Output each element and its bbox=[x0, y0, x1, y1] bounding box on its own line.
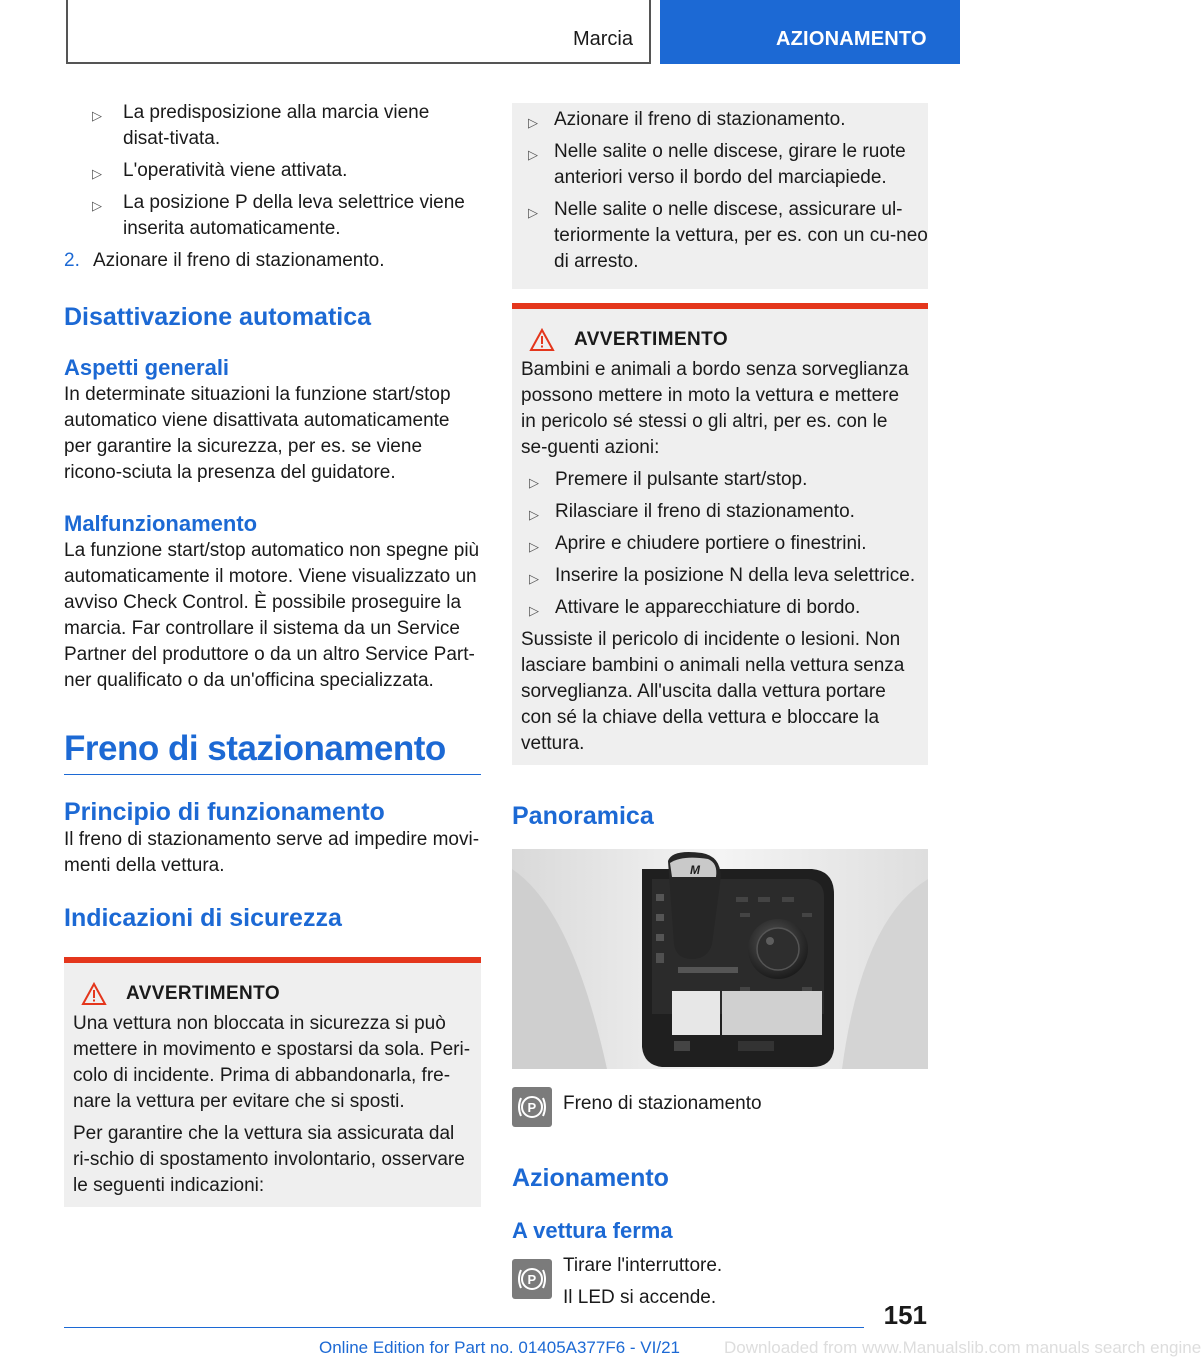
icon-caption-row bbox=[512, 1087, 928, 1127]
heading-principio: Principio di funzionamento bbox=[64, 798, 385, 826]
heading-azionamento: Azionamento bbox=[512, 1164, 669, 1192]
header-chapter-tab bbox=[660, 0, 960, 64]
footer-rule bbox=[64, 1327, 864, 1328]
header-chapter-label: AZIONAMENTO bbox=[776, 28, 927, 50]
step-text: Azionare il freno di stazionamento. bbox=[93, 250, 385, 271]
warning-text-1: Bambini e animali a bordo senza sorveglianza possono mettere in moto la vettura e mettere in pericolo sé stessi o gli altri, per es. con le se-guenti azioni: bbox=[521, 359, 909, 458]
warning-box-1 bbox=[64, 957, 481, 1207]
paragraph-malfunzionamento: La funzione start/stop automatico non spegne più automaticamente il motore. Viene visualizzato un avviso Check Control. È possibile proseguire la marcia. Far controllare il sistema da un Service Partner del produttore o da un altro Service Part-ner qualificato o da un'officina specializzata. bbox=[64, 540, 480, 691]
header-section-label: Marcia bbox=[572, 28, 633, 50]
triangle-bullet-icon: ▷ bbox=[92, 198, 102, 213]
list-item: ▷ Premere il pulsante start/stop. bbox=[521, 467, 919, 493]
triangle-bullet-icon: ▷ bbox=[92, 166, 102, 181]
warning-text-2: Sussiste il pericolo di incidente o lesioni. Non lasciare bambini o animali nella vettura senza sorveglianza. All'uscita dalla vettura portare con sé la chiave della vettura e bloccare la vettura. bbox=[521, 629, 905, 754]
list-item: ▷ Aprire e chiudere portiere o finestrini. bbox=[521, 531, 919, 557]
paragraph-aspetti: In determinate situazioni la funzione start/stop automatico viene disattivata automaticamente per garantire la sicurezza, per es. se viene ricono-sciuta la presenza del guidatore. bbox=[64, 384, 451, 483]
triangle-bullet-icon: ▷ bbox=[529, 475, 539, 490]
center-console-illustration bbox=[512, 849, 928, 1069]
warning-title: AVVERTIMENTO bbox=[574, 329, 728, 350]
left-column bbox=[64, 100, 481, 1207]
list-item: ▷ Azionare il freno di stazionamento. bbox=[512, 107, 928, 133]
chapter-title-block bbox=[64, 728, 481, 775]
header-section-tab bbox=[66, 0, 651, 64]
step-led-text: Il LED si accende. bbox=[563, 1287, 717, 1308]
list-item: ▷ Rilasciare il freno di stazionamento. bbox=[521, 499, 919, 525]
heading-panoramica: Panoramica bbox=[512, 802, 654, 830]
heading-malfunzionamento: Malfunzionamento bbox=[64, 511, 258, 536]
triangle-bullet-icon: ▷ bbox=[529, 539, 539, 554]
triangle-bullet-icon: ▷ bbox=[92, 108, 102, 123]
list-item: ▷ Nelle salite o nelle discese, girare le ruote anteriori verso il bordo del marciapiede. bbox=[528, 141, 906, 188]
list-item: ▷ La predisposizione alla marcia viene disat-tivata. bbox=[92, 102, 430, 149]
warning-header bbox=[73, 983, 472, 1005]
parking-brake-icon bbox=[512, 1087, 552, 1127]
warning-bullet-list bbox=[521, 467, 919, 621]
icon-step-row bbox=[512, 1253, 928, 1311]
center-console-photo bbox=[512, 849, 928, 1069]
svg-text:P: P bbox=[527, 1100, 537, 1115]
footer-edition: Online Edition for Part no. 01405A377F6 - VI/21 bbox=[318, 1338, 680, 1357]
parking-brake-caption: Freno di stazionamento bbox=[563, 1093, 762, 1114]
triangle-bullet-icon: ▷ bbox=[528, 147, 538, 162]
triangle-bullet-icon: ▷ bbox=[529, 603, 539, 618]
triangle-bullet-icon: ▷ bbox=[528, 205, 538, 220]
warning-triangle-icon bbox=[530, 329, 554, 351]
warning-title: AVVERTIMENTO bbox=[126, 983, 280, 1004]
step-number: 2. bbox=[64, 250, 80, 271]
triangle-bullet-icon: ▷ bbox=[529, 571, 539, 586]
page-number: 151 bbox=[883, 1300, 927, 1330]
warning-triangle-icon bbox=[82, 983, 106, 1005]
heading-aspetti-generali: Aspetti generali bbox=[64, 355, 230, 380]
step-pull-text: Tirare l'interruttore. bbox=[563, 1255, 723, 1276]
heading-indicazioni: Indicazioni di sicurezza bbox=[64, 904, 342, 932]
list-item: ▷ L'operatività viene attivata. bbox=[64, 158, 481, 184]
warning-header bbox=[521, 329, 919, 351]
list-item: ▷ Attivare le apparecchiature di bordo. bbox=[521, 595, 919, 621]
warning-text-1: Una vettura non bloccata in sicurezza si può mettere in movimento e spostarsi da sola. Peri-colo di incidente. Prima di abbandonarla, fre-nare la vettura per evitare che si sposti. bbox=[73, 1013, 471, 1112]
heading-disattivazione: Disattivazione automatica bbox=[64, 303, 372, 331]
right-column bbox=[512, 100, 928, 1311]
triangle-bullet-icon: ▷ bbox=[528, 115, 538, 130]
bullet-list-top bbox=[64, 100, 481, 242]
warning-text-2: Per garantire che la vettura sia assicurata dal ri-schio di spostamento involontario, osservare le seguenti indicazioni: bbox=[73, 1123, 465, 1196]
triangle-bullet-icon: ▷ bbox=[529, 507, 539, 522]
warning-box-2 bbox=[512, 303, 928, 765]
footer-watermark: Downloaded from www.Manualslib.com manuals search engine bbox=[724, 1338, 1201, 1357]
paragraph-principio: Il freno di stazionamento serve ad impedire movi-menti della vettura. bbox=[64, 829, 480, 876]
continued-list-box bbox=[512, 103, 928, 289]
step-2 bbox=[64, 248, 481, 274]
heading-freno-stazionamento: Freno di stazionamento bbox=[64, 729, 446, 768]
step-texts bbox=[563, 1253, 722, 1311]
photo-brand-logo: M bbox=[690, 863, 700, 877]
list-item: ▷ Nelle salite o nelle discese, assicurare ul-teriormente la vettura, per es. con un cu-neo di arresto. bbox=[528, 199, 928, 272]
heading-vettura-ferma: A vettura ferma bbox=[512, 1218, 673, 1243]
svg-text:P: P bbox=[527, 1272, 537, 1287]
list-item: ▷ La posizione P della leva selettrice viene inserita automaticamente. bbox=[92, 192, 465, 239]
list-item: ▷ Inserire la posizione N della leva selettrice. bbox=[521, 563, 919, 589]
parking-brake-icon bbox=[512, 1259, 552, 1299]
